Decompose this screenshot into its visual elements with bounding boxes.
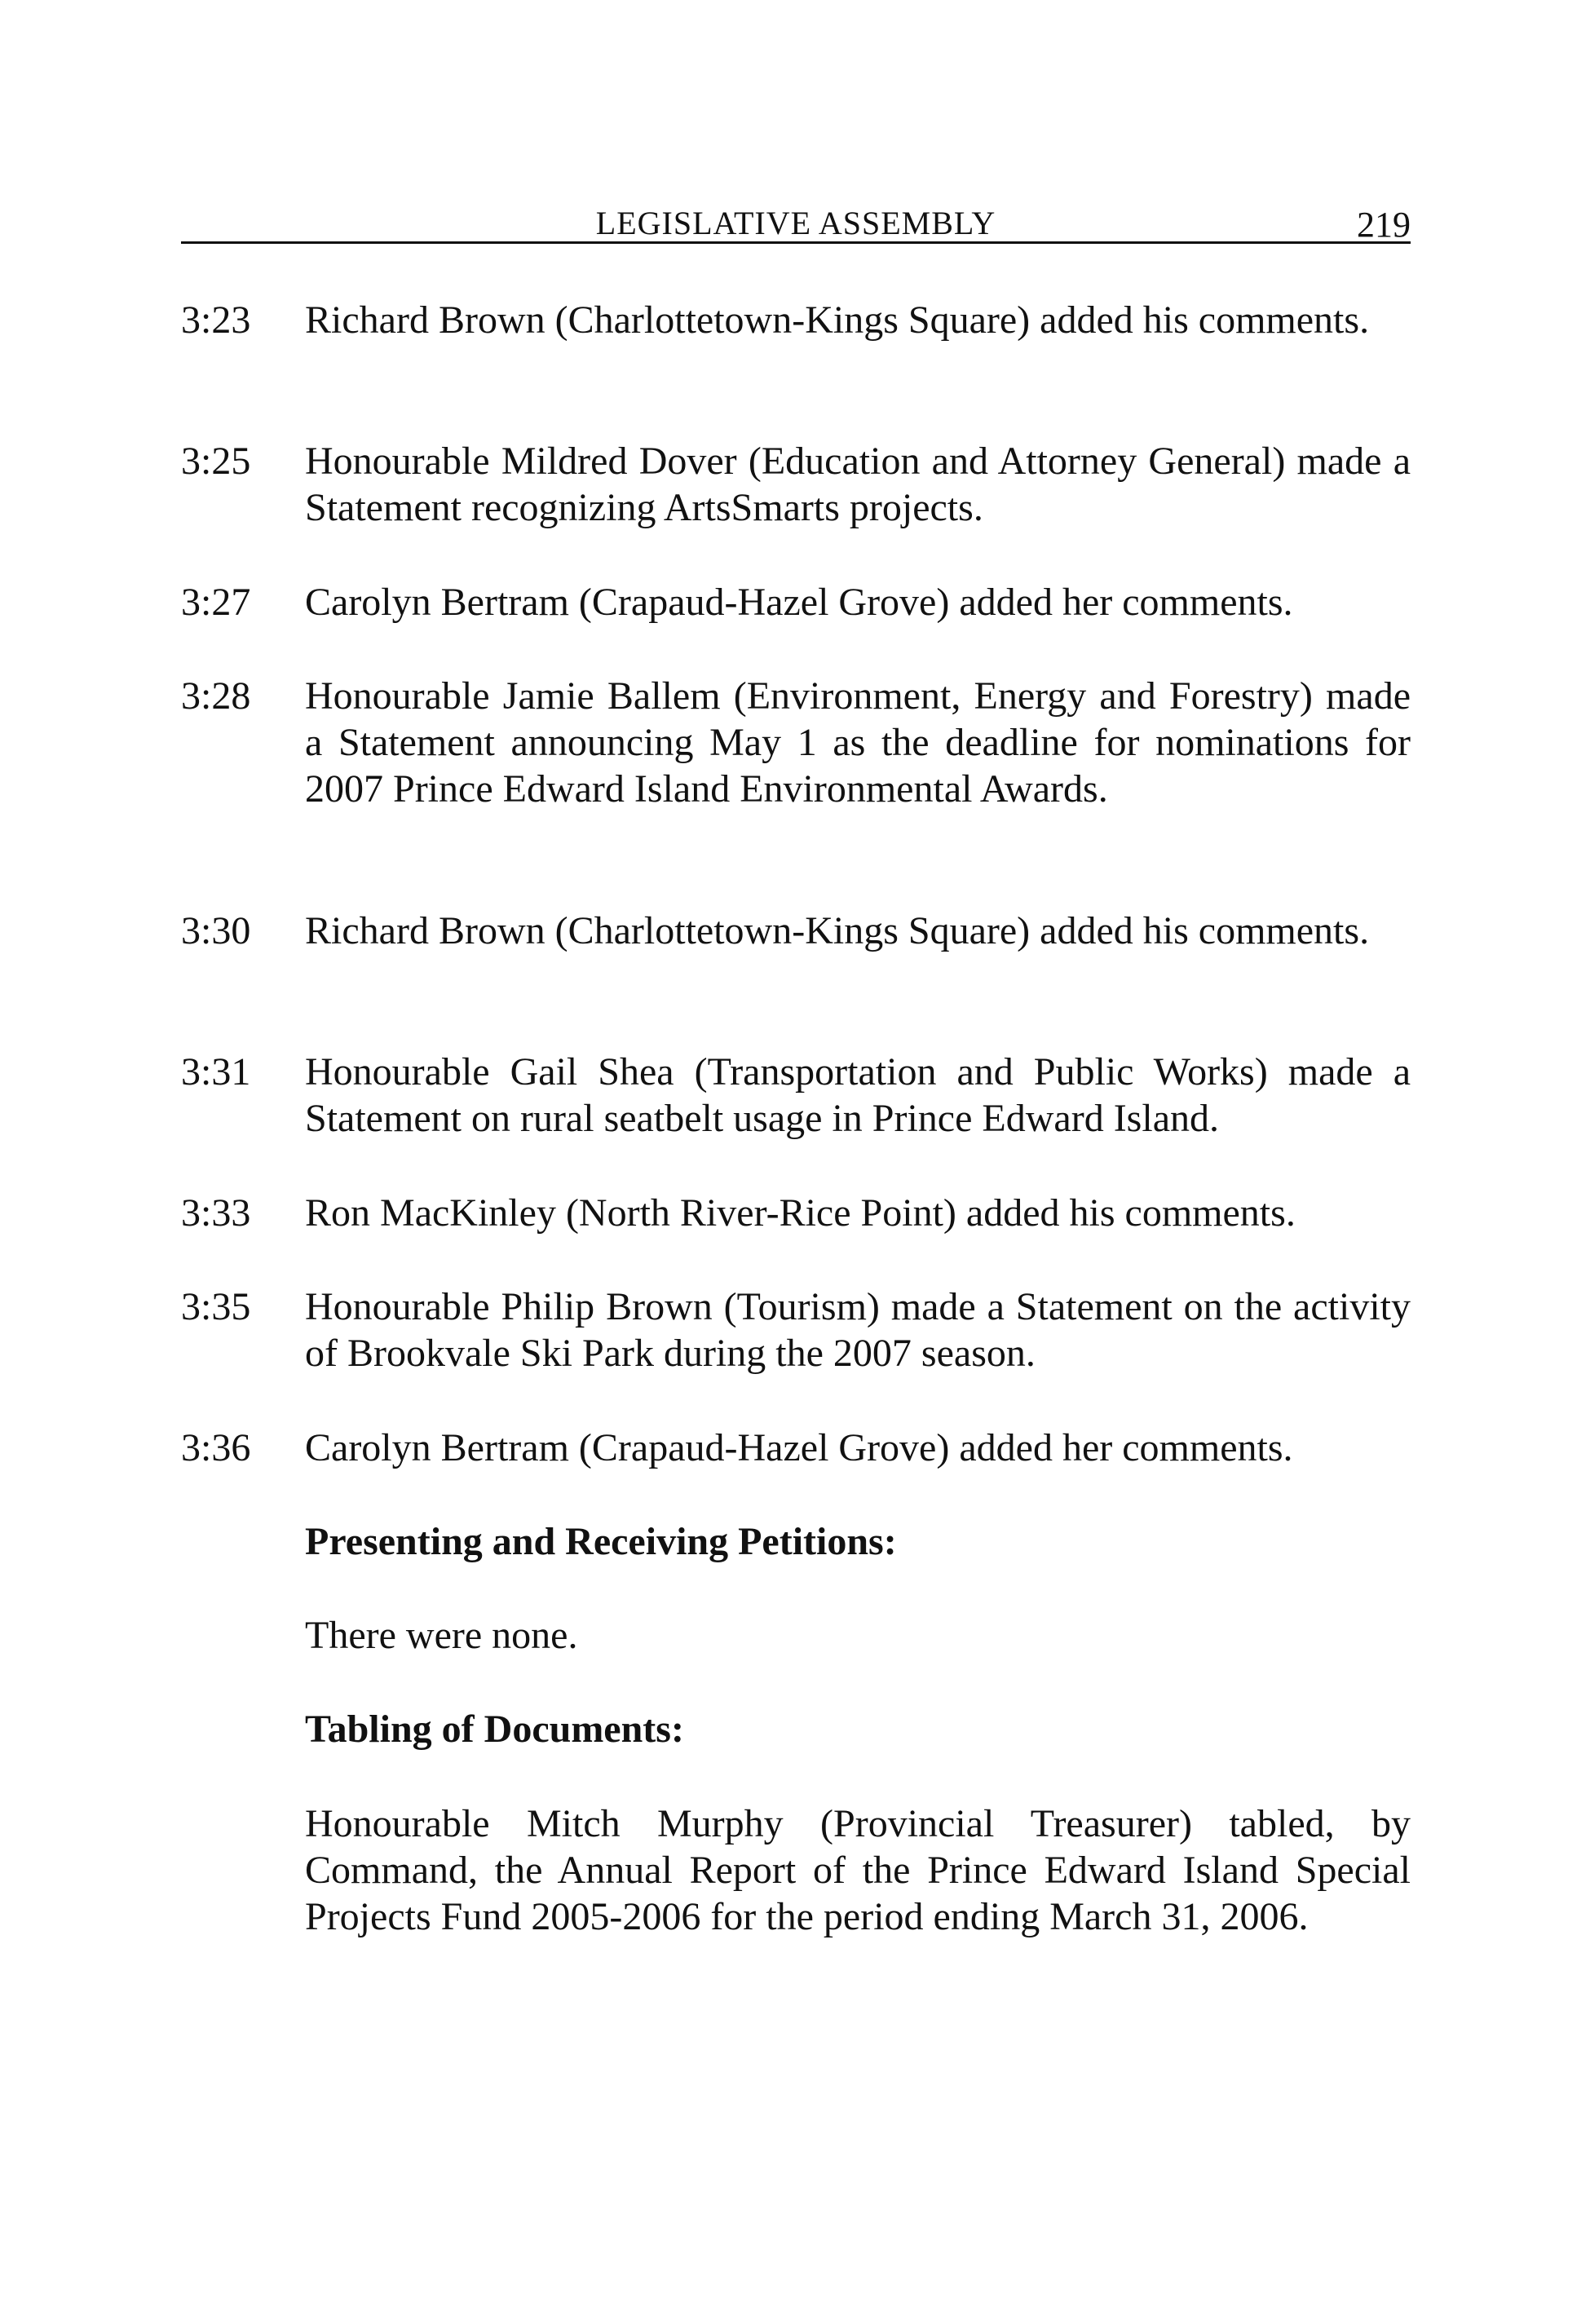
entry-text: Richard Brown (Charlottetown-Kings Square) added his comments. bbox=[305, 909, 1370, 952]
entry-time: 3:36 bbox=[181, 1426, 251, 1469]
entry-time: 3:30 bbox=[181, 909, 251, 952]
entry-time: 3:33 bbox=[181, 1191, 251, 1235]
entry-text: Richard Brown (Charlottetown-Kings Square) added his comments. bbox=[305, 298, 1370, 342]
entry-time: 3:35 bbox=[181, 1285, 251, 1328]
entry-time: 3:31 bbox=[181, 1050, 251, 1094]
header-title: LEGISLATIVE ASSEMBLY bbox=[595, 205, 996, 241]
entry-time: 3:28 bbox=[181, 674, 251, 718]
entry-text: Honourable Jamie Ballem (Environment, Energy and Forestry) made a Statement announcing May 1 as the deadline for nominations for 2007 Prince Edward Island Environmental Awards. bbox=[305, 674, 1411, 811]
entry-text: Carolyn Bertram (Crapaud-Hazel Grove) added her comments. bbox=[305, 581, 1293, 624]
petitions-heading: Presenting and Receiving Petitions: bbox=[305, 1520, 897, 1563]
entry-time: 3:25 bbox=[181, 440, 251, 483]
page-number: 219 bbox=[1357, 205, 1411, 245]
entry-text: Honourable Gail Shea (Transportation and Public Works) made a Statement on rural seatbelt usage in Prince Edward Island. bbox=[305, 1050, 1411, 1140]
entry-time: 3:27 bbox=[181, 581, 251, 624]
running-header bbox=[181, 199, 1411, 244]
entry-time: 3:23 bbox=[181, 298, 251, 342]
entry-text: Carolyn Bertram (Crapaud-Hazel Grove) added her comments. bbox=[305, 1426, 1293, 1469]
petitions-text: There were none. bbox=[305, 1614, 578, 1657]
entry-text: Honourable Philip Brown (Tourism) made a Statement on the activity of Brookvale Ski Park during the 2007 season. bbox=[305, 1285, 1411, 1375]
entry-text: Honourable Mildred Dover (Education and Attorney General) made a Statement recognizing ArtsSmarts projects. bbox=[305, 440, 1411, 529]
tabling-heading: Tabling of Documents: bbox=[305, 1708, 684, 1751]
tabling-text: Honourable Mitch Murphy (Provincial Treasurer) tabled, by Command, the Annual Report of the Prince Edward Island Special Projects Fund 2005-2006 for the period ending March 31, 2006. bbox=[305, 1802, 1411, 1938]
entry-text: Ron MacKinley (North River-Rice Point) added his comments. bbox=[305, 1191, 1296, 1235]
